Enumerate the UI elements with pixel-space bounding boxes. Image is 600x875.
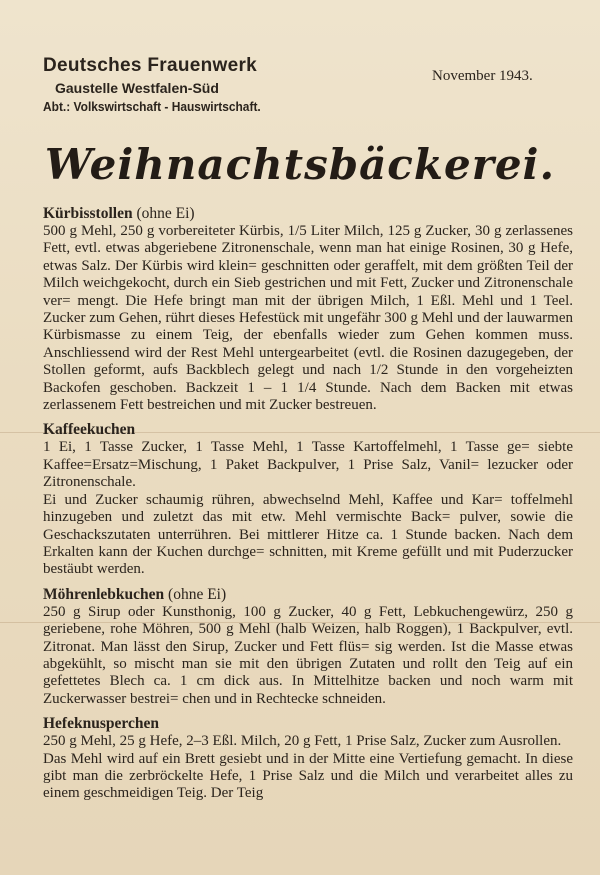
recipe-moehrenlebkuchen [43, 585, 573, 708]
letterhead [43, 54, 303, 116]
organization-name: Deutsches Frauenwerk [43, 55, 258, 76]
recipe-note: (ohne Ei) [136, 205, 195, 222]
recipe-text: 1 Ei, 1 Tasse Zucker, 1 Tasse Mehl, 1 Tasse Kartoffelmehl, 1 Tasse ge= siebte Kaffee=Ersatz=Mischung, 1 Paket Backpulver, 1 Prise Salz, Vanil= lezucker oder Zitronenschale. [43, 439, 573, 491]
recipe-title: Kürbisstollen [43, 205, 133, 222]
recipe-note: (ohne Ei) [168, 585, 227, 603]
recipe-text: 250 g Mehl, 25 g Hefe, 2–3 Eßl. Milch, 20 g Fett, 1 Prise Salz, Zucker zum Ausrollen. [43, 733, 562, 750]
recipe-kaffeekuchen [43, 420, 573, 578]
recipe-text: Ei und Zucker schaumig rühren, abwechselnd Mehl, Kaffee und Kar= toffelmehl hinzugeben und zuletzt das mit etw. Mehl vermischte Back= pulver, sowie die Geschackszutaten unterrühren. Bei mittlerer Hitze ca. 1 Stunde backen. Nach dem Erkalten kann der Kuchen durchge= schnitten, mit Kreme gefüllt und mit Puderzucker bestäubt werden. [43, 491, 573, 578]
department: Abt.: Volkswirtschaft - Hauswirtschaft. [43, 99, 261, 114]
recipe-title: Kaffeekuchen [43, 421, 136, 439]
document-date: November 1943. [432, 68, 533, 84]
page-title: Weihnachtsbäckerei. [44, 140, 556, 189]
recipe-title: Hefeknusperchen [43, 715, 159, 733]
recipe-text: 250 g Sirup oder Kunsthonig, 100 g Zucker, 40 g Fett, Lebkuchengewürz, 250 g geriebene, rohe Möhren, 500 g Mehl (halb Weizen, halb Roggen), 1 Backpulver, evtl. Zitronat. Man lässt den Sirup, Zucker und Fett flüs= sig werden. Ist die Masse etwas abgekühlt, so mischt man sie mit den übrigen Zutaten und rollt den Teig auf ein gefettetes Blech ca. 1 cm dick aus. In Mittelhitze backen und noch warm mit Zuckerwasser bestrei= chen und in Rechtecke schneiden. [43, 603, 573, 707]
recipe-kuerbisstollen [43, 204, 573, 414]
recipe-list [43, 204, 573, 803]
recipe-text: 500 g Mehl, 250 g vorbereiteter Kürbis, 1/5 Liter Milch, 125 g Zucker, 30 g zerlassenes Fett, evtl. etwas abgeriebene Zitronenschale, wenn man hat einige Rosinen, 30 g Hefe, etwas Salz. Der Kürbis wird klein= geschnitten oder geraffelt, mit dem größten Teil der Milch weichgekocht, durch ein Sieb gestrichen und mit Fett, Zucker und Zitronenschale ver= mengt. Die Hefe bringt man mit der übrigen Milch, 1 Eßl. Mehl und 1 Teel. Zucker zum Gehen, rührt dieses Hefestück mit ungefähr 300 g Mehl und der lauwarmen Kürbismasse zu einem Teig, der ebenfalls wieder zum Gehen kommen muss. Anschliessend wird der Rest Mehl untergearbeitet (evtl. die Rosinen dazugegeben, der Stollen geformt, aufs Backblech gelegt und nach 1/2 Stunde in den vorgeheizten Backofen geschoben. Backzeit 1 – 1 1/4 Stunde. Nach dem Backen mit etwas zerlassenem Fett bestreichen und mit Zucker bestreuen. [43, 223, 573, 414]
recipe-text: Das Mehl wird auf ein Brett gesiebt und in der Mitte eine Vertiefung gemacht. In diese gibt man die zerbröckelte Hefe, 1 Prise Salz und die Milch und verarbeitet alles zu einem geschmeidigen Teig. Der Teig [43, 750, 573, 802]
recipe-title: Möhrenlebkuchen [43, 585, 165, 603]
gau-office: Gaustelle Westfalen-Süd [55, 80, 219, 96]
recipe-hefeknusperchen [43, 714, 573, 803]
